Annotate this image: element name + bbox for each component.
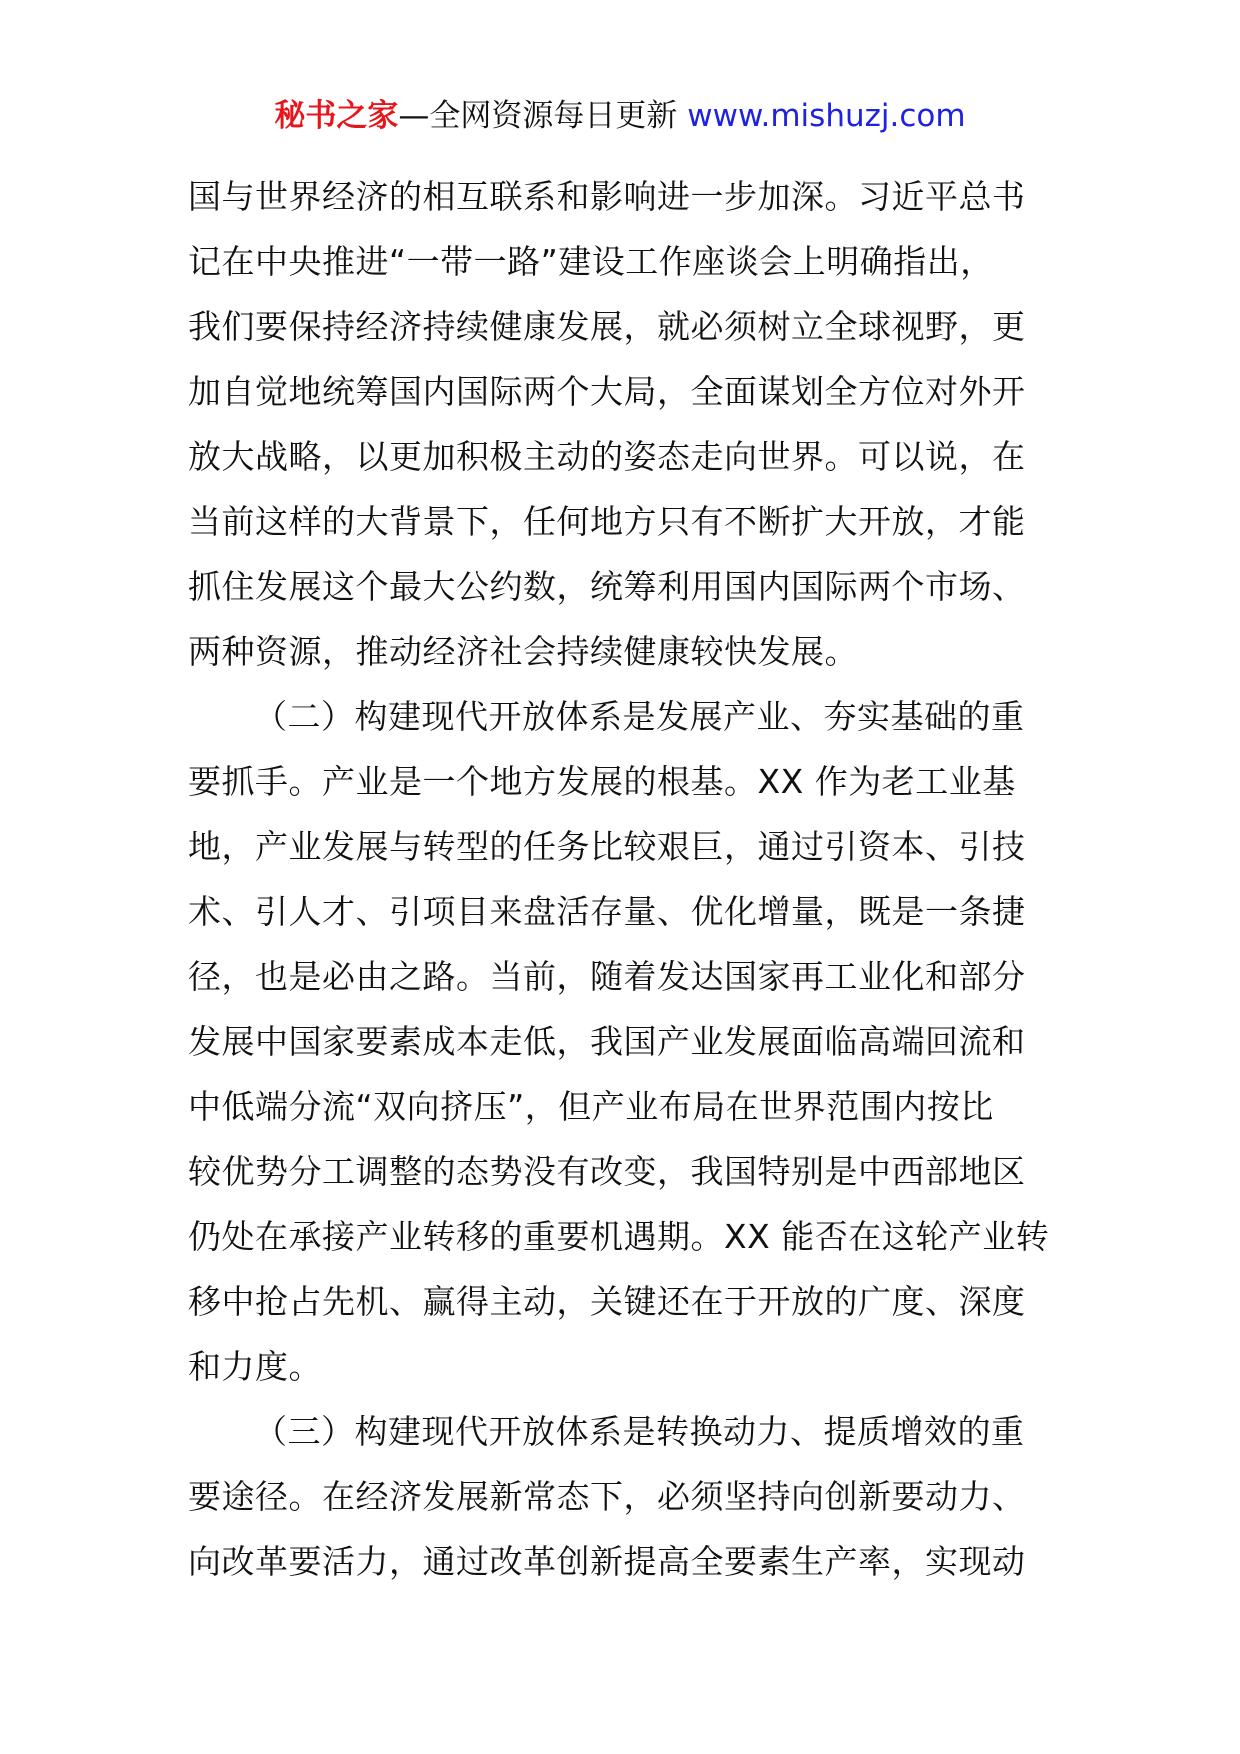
text-line: 仍处在承接产业转移的重要机遇期。XX 能否在这轮产业转 <box>188 1217 1050 1256</box>
text-line: 放大战略，以更加积极主动的姿态走向世界。可以说，在 <box>188 437 1026 476</box>
section-heading-line: （二）构建现代开放体系是发展产业、夯实基础的重 <box>254 697 1025 736</box>
brand-name: 秘书之家 <box>274 98 399 134</box>
document-body <box>188 164 1058 1594</box>
site-header <box>0 96 1240 136</box>
text-line: 要途径。在经济发展新常态下，必须坚持向创新要动力、 <box>188 1477 1026 1516</box>
text-line: 向改革要活力，通过改革创新提高全要素生产率，实现动 <box>188 1542 1026 1581</box>
text-line: 记在中央推进“一带一路”建设工作座谈会上明确指出， <box>188 242 994 281</box>
text-line: 中低端分流“双向挤压”，但产业布局在世界范围内按比 <box>188 1087 994 1126</box>
text-line: 国与世界经济的相互联系和影响进一步加深。习近平总书 <box>188 177 1026 216</box>
text-line: 当前这样的大背景下，任何地方只有不断扩大开放，才能 <box>188 502 1026 541</box>
text-line: 地，产业发展与转型的任务比较艰巨，通过引资本、引技 <box>188 827 1026 866</box>
text-line: 移中抢占先机、赢得主动，关键还在于开放的广度、深度 <box>188 1282 1026 1321</box>
section-heading-line: （三）构建现代开放体系是转换动力、提质增效的重 <box>254 1412 1025 1451</box>
site-url-link[interactable]: www.mishuzj.com <box>687 98 966 134</box>
text-line: 要抓手。产业是一个地方发展的根基。XX 作为老工业基 <box>188 762 1016 801</box>
text-line: 术、引人才、引项目来盘活存量、优化增量，既是一条捷 <box>188 892 1026 931</box>
text-line: 加自觉地统筹国内国际两个大局，全面谋划全方位对外开 <box>188 372 1026 411</box>
text-line: 发展中国家要素成本走低，我国产业发展面临高端回流和 <box>188 1022 1026 1061</box>
text-line: 抓住发展这个最大公约数，统筹利用国内国际两个市场、 <box>188 567 1026 606</box>
text-line: 我们要保持经济持续健康发展，就必须树立全球视野，更 <box>188 307 1026 346</box>
text-line: 和力度。 <box>188 1347 322 1386</box>
text-line: 较优势分工调整的态势没有改变，我国特别是中西部地区 <box>188 1152 1026 1191</box>
text-line: 径，也是必由之路。当前，随着发达国家再工业化和部分 <box>188 957 1026 996</box>
header-tagline: —全网资源每日更新 <box>398 98 688 134</box>
text-line: 两种资源，推动经济社会持续健康较快发展。 <box>188 632 858 671</box>
